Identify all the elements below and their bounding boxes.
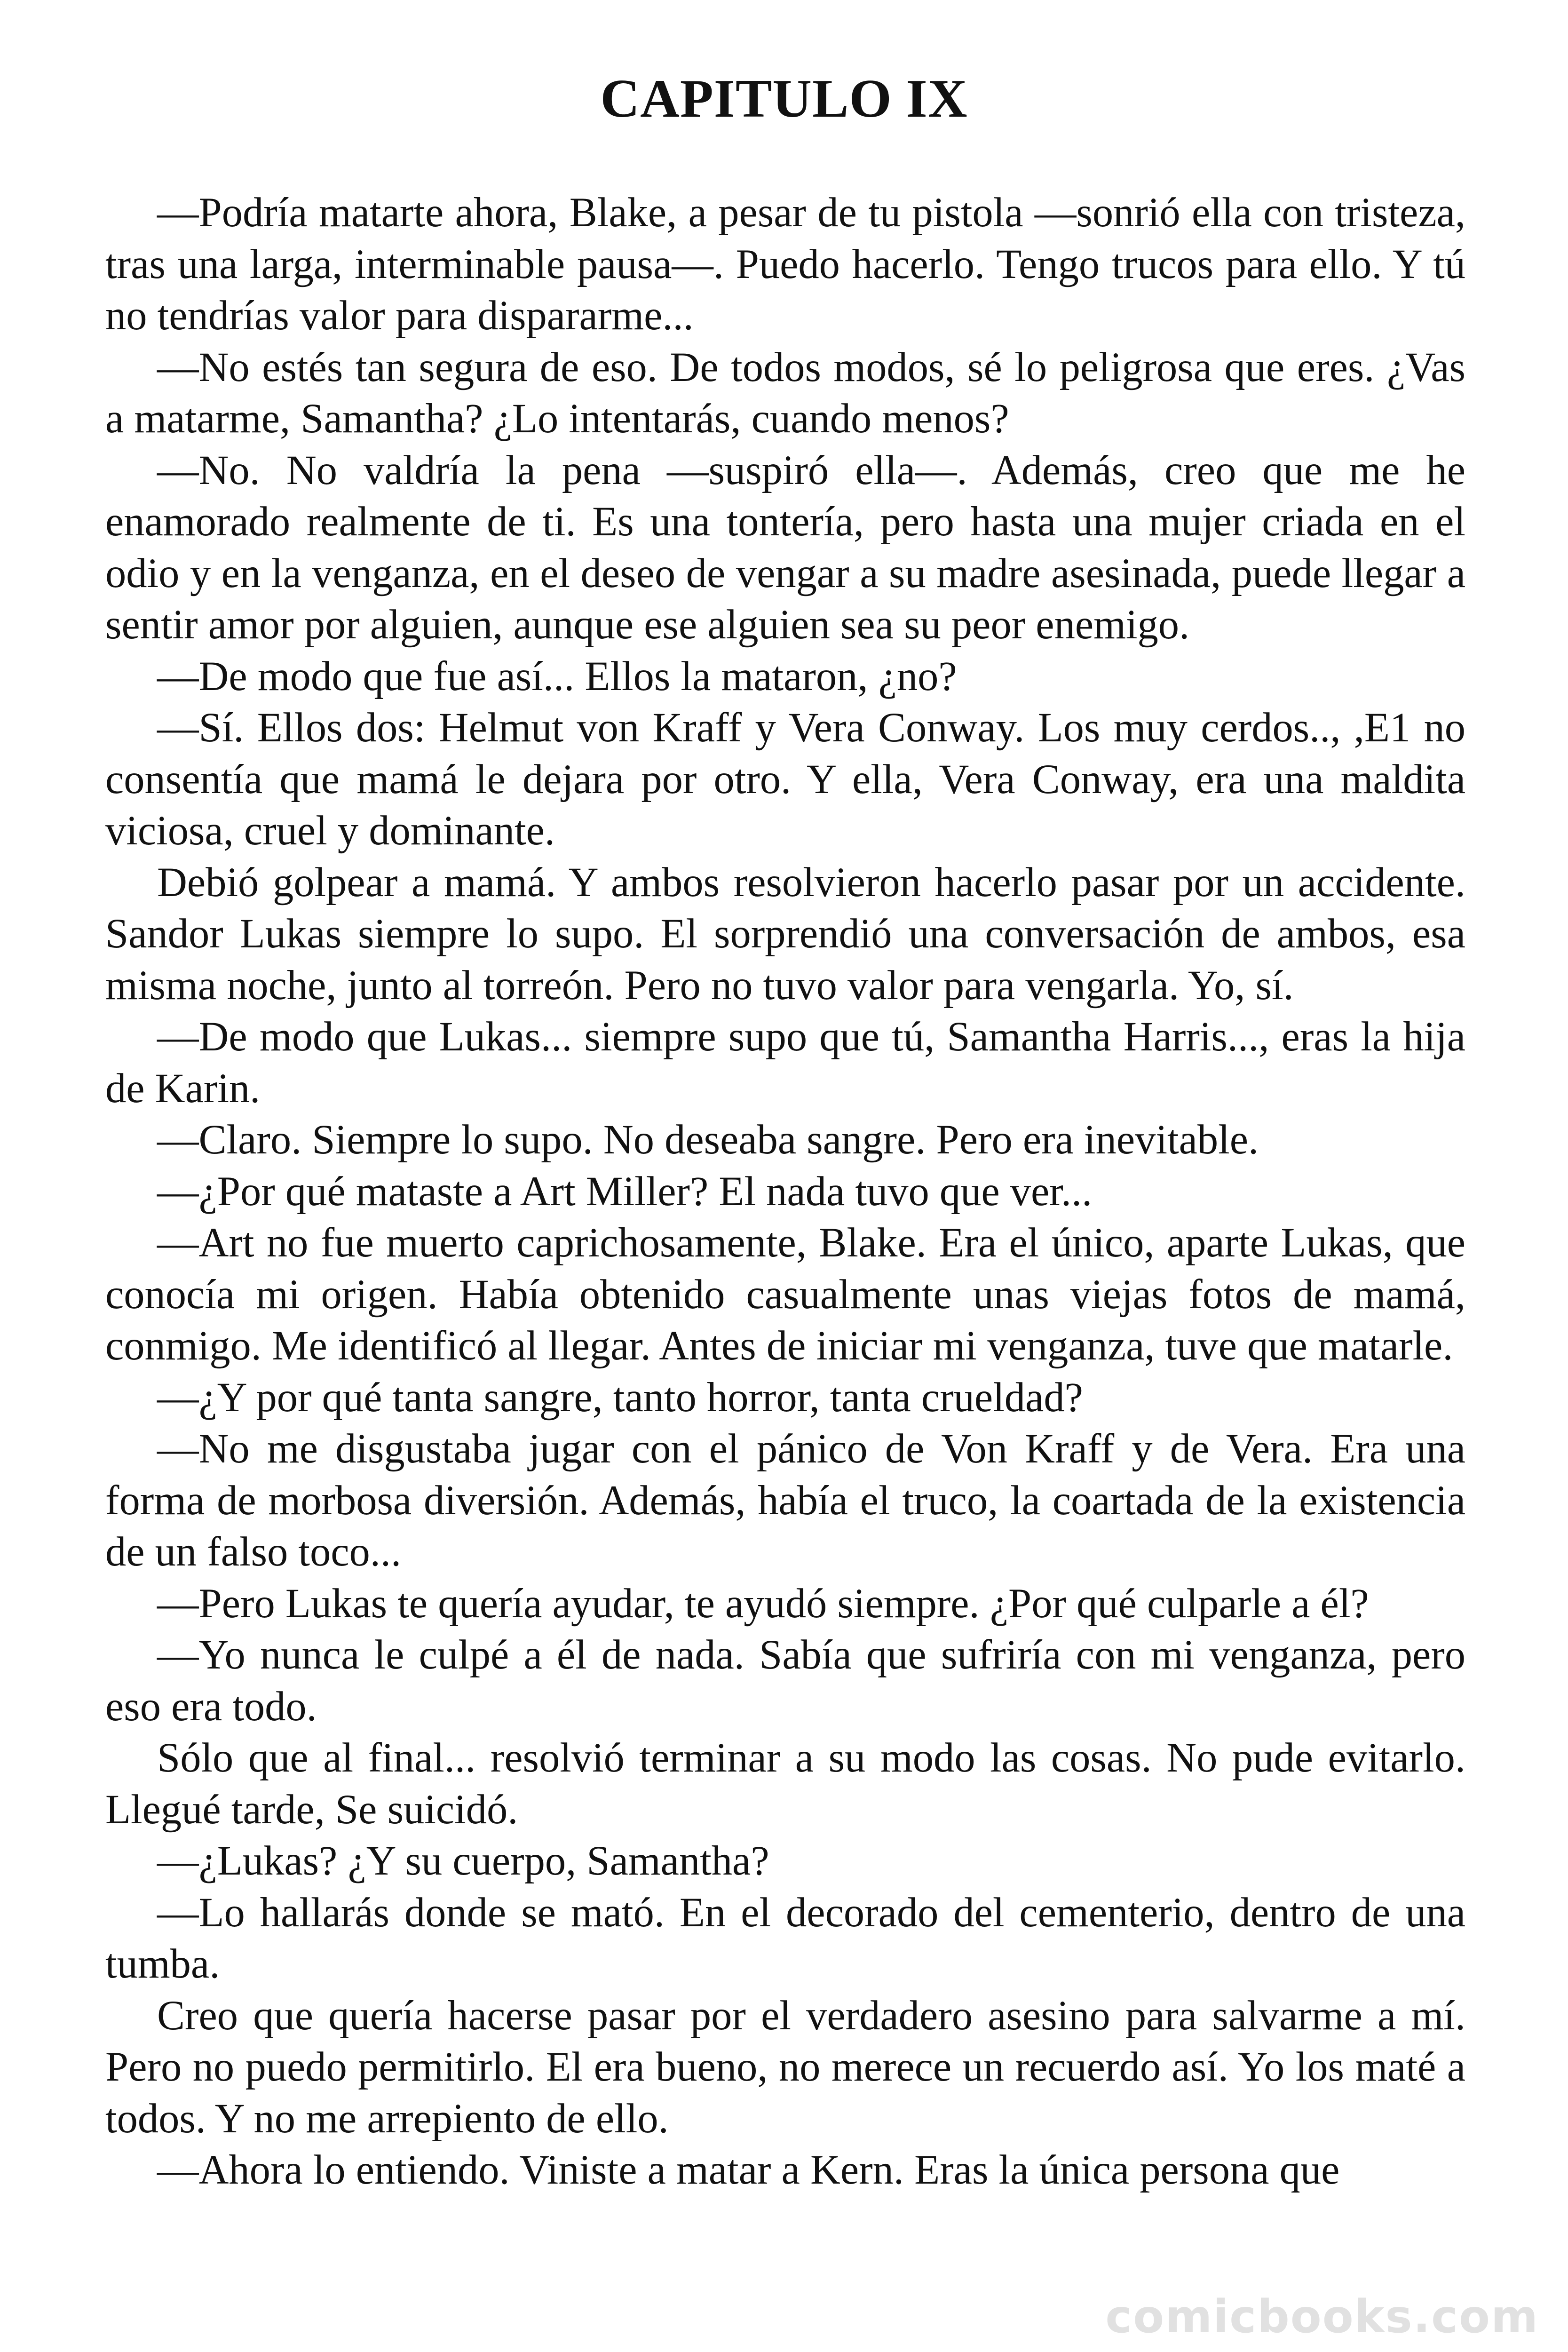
paragraph: —¿Lukas? ¿Y su cuerpo, Samantha? (157, 1838, 769, 1884)
paragraph: —Art no fue muerto caprichosamente, Blake. Era el único, aparte Lukas, que conocía mi origen. Había obtenido casualmente unas viejas fotos de mamá, conmigo. Me identificó al llegar. Antes de iniciar mi venganza, tuve que matarle. (105, 1220, 1465, 1369)
paragraph: Sólo que al final... resolvió terminar a su modo las cosas. No pude evitarlo. Llegué tarde, Se suicidó. (105, 1735, 1465, 1833)
paragraph: —De modo que fue así... Ellos la mataron, ¿no? (157, 653, 957, 699)
paragraph: —No estés tan segura de eso. De todos modos, sé lo peligrosa que eres. ¿Vas a matarme, Samantha? ¿Lo intentarás, cuando menos? (105, 344, 1465, 442)
paragraph: —¿Por qué mataste a Art Miller? El nada tuvo que ver... (157, 1168, 1093, 1215)
paragraph: —¿Y por qué tanta sangre, tanto horror, tanta crueldad? (157, 1374, 1083, 1421)
chapter-title: CAPITULO IX (600, 69, 968, 129)
paragraph: —Ahora lo entiendo. Viniste a matar a Kern. Eras la única persona que (157, 2147, 1340, 2193)
paragraph: —Claro. Siempre lo supo. No deseaba sangre. Pero era inevitable. (157, 1117, 1259, 1163)
paragraph: —Yo nunca le culpé a él de nada. Sabía que sufriría con mi venganza, pero eso era todo. (105, 1632, 1465, 1730)
paragraph: —No me disgustaba jugar con el pánico de Von Kraff y de Vera. Era una forma de morbosa diversión. Además, había el truco, la coartada de la existencia de un falso toco... (105, 1426, 1465, 1575)
paragraph: Debió golpear a mamá. Y ambos resolvieron hacerlo pasar por un accidente. Sandor Lukas siempre lo supo. El sorprendió una conversación de ambos, esa misma noche, junto al torreón. Pero no tuvo valor para vengarla. Yo, sí. (105, 859, 1465, 1009)
paragraph: —De modo que Lukas... siempre supo que tú, Samantha Harris..., eras la hija de Karin. (105, 1014, 1465, 1112)
paragraph: —No. No valdría la pena —suspiró ella—. Además, creo que me he enamorado realmente de ti. Es una tontería, pero hasta una mujer criada en el odio y en la venganza, en el deseo de vengar a su madre asesinada, puede llegar a sentir amor por alguien, aunque ese alguien sea su peor enemigo. (105, 447, 1465, 648)
paragraph: —Sí. Ellos dos: Helmut von Kraff y Vera Conway. Los muy cerdos.., ,E1 no consentía que mamá le dejara por otro. Y ella, Vera Conway, era una maldita viciosa, cruel y dominante. (105, 705, 1465, 854)
body-text (105, 187, 1465, 2196)
watermark: comicbooks.com (1105, 2290, 1539, 2343)
paragraph: —Pero Lukas te quería ayudar, te ayudó siempre. ¿Por qué culparle a él? (157, 1580, 1369, 1627)
paragraph: Creo que quería hacerse pasar por el verdadero asesino para salvarme a mí. Pero no puedo permitirlo. El era bueno, no merece un recuerdo así. Yo los maté a todos. Y no me arrepiento de ello. (105, 1992, 1465, 2142)
paragraph: —Lo hallarás donde se mató. En el decorado del cementerio, dentro de una tumba. (105, 1889, 1465, 1987)
paragraph: —Podría matarte ahora, Blake, a pesar de tu pistola —sonrió ella con tristeza, tras una larga, interminable pausa—. Puedo hacerlo. Tengo trucos para ello. Y tú no tendrías valor para dispararme... (105, 190, 1465, 339)
